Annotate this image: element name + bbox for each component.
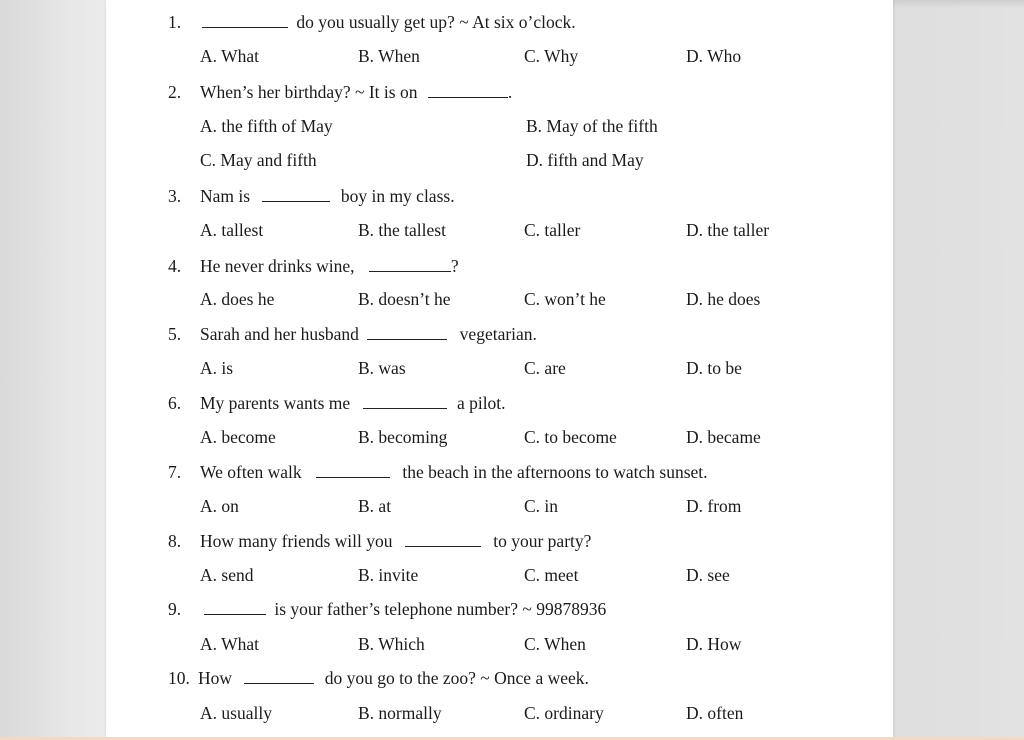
answer-blank — [244, 669, 314, 684]
option-d: D. became — [686, 427, 761, 447]
question-stem — [202, 12, 576, 32]
question-number: 10. — [168, 668, 190, 688]
stem-text: How — [198, 668, 233, 688]
answer-blank — [202, 13, 288, 28]
option-a: A. What — [200, 46, 259, 66]
question-stem — [200, 462, 708, 482]
option-a: A. send — [200, 565, 254, 585]
option-b: B. invite — [358, 565, 419, 585]
option-b: B. Which — [358, 634, 425, 654]
question-stem — [204, 599, 606, 619]
worksheet-page — [106, 0, 893, 737]
stem-text: do you usually get up? ~ At six o’clock. — [296, 12, 576, 32]
question-stem — [200, 186, 455, 206]
answer-blank — [316, 463, 390, 478]
option-c: C. are — [524, 358, 566, 378]
stem-text: boy in my class. — [340, 186, 455, 206]
option-b: B. normally — [358, 703, 442, 723]
stem-text: do you go to the zoo? ~ Once a week. — [324, 668, 589, 688]
question-number: 3. — [168, 186, 182, 206]
question-stem — [198, 668, 589, 688]
option-c: C. won’t he — [524, 289, 606, 309]
answer-blank — [367, 325, 447, 340]
option-b: B. was — [358, 358, 406, 378]
option-a: A. is — [200, 358, 234, 378]
stem-text: Nam is — [200, 186, 251, 206]
answer-blank — [204, 600, 266, 615]
answer-blank — [428, 83, 508, 98]
option-c: C. When — [524, 634, 586, 654]
question-stem — [200, 531, 591, 551]
stem-text: is your father’s telephone number? ~ 99878936 — [274, 599, 607, 619]
option-b: B. May of the fifth — [526, 116, 658, 136]
stem-text: Sarah and her husband — [200, 324, 359, 344]
option-d: D. How — [686, 634, 742, 654]
question-stem — [200, 82, 512, 102]
question-stem — [200, 393, 506, 413]
stem-text: a pilot. — [456, 393, 506, 413]
stem-text: . — [507, 82, 513, 102]
question-stem — [200, 256, 459, 276]
option-a: A. What — [200, 634, 259, 654]
option-b: B. doesn’t he — [358, 289, 451, 309]
stem-text: to your party? — [493, 531, 592, 551]
option-d: D. fifth and May — [526, 150, 644, 170]
question-number: 8. — [168, 531, 182, 551]
option-d: D. Who — [686, 46, 742, 66]
option-a: A. does he — [200, 289, 275, 309]
answer-blank — [405, 532, 481, 547]
question-number: 2. — [168, 82, 182, 102]
option-c: C. in — [524, 496, 559, 516]
option-d: D. see — [686, 565, 730, 585]
right-background — [893, 0, 1024, 740]
question-number: 7. — [168, 462, 182, 482]
stem-text: How many friends will you — [200, 531, 393, 551]
stem-text: the beach in the afternoons to watch sunset. — [402, 462, 708, 482]
stem-text: ? — [450, 256, 459, 276]
option-b: B. the tallest — [358, 220, 446, 240]
option-c: C. meet — [524, 565, 579, 585]
option-a: A. tallest — [200, 220, 264, 240]
option-d: D. the taller — [686, 220, 770, 240]
option-a: A. become — [200, 427, 276, 447]
question-number: 1. — [168, 12, 182, 32]
option-a: A. the fifth of May — [200, 116, 333, 136]
stem-text: He never drinks wine, — [200, 256, 355, 276]
option-c: C. May and fifth — [200, 150, 317, 170]
question-number: 5. — [168, 324, 182, 344]
question-number: 9. — [168, 599, 182, 619]
option-c: C. taller — [524, 220, 581, 240]
stem-text: My parents wants me — [200, 393, 351, 413]
option-d: D. he does — [686, 289, 761, 309]
option-b: B. becoming — [358, 427, 448, 447]
question-stem — [200, 324, 537, 344]
option-a: A. usually — [200, 703, 272, 723]
option-d: D. to be — [686, 358, 742, 378]
option-d: D. from — [686, 496, 742, 516]
option-b: B. at — [358, 496, 392, 516]
answer-blank — [369, 257, 451, 272]
option-d: D. often — [686, 703, 744, 723]
answer-blank — [363, 394, 447, 409]
option-a: A. on — [200, 496, 239, 516]
option-c: C. Why — [524, 46, 579, 66]
stem-text: When’s her birthday? ~ It is on — [200, 82, 418, 102]
option-b: B. When — [358, 46, 420, 66]
option-c: C. ordinary — [524, 703, 604, 723]
answer-blank — [262, 187, 330, 202]
option-c: C. to become — [524, 427, 617, 447]
question-number: 6. — [168, 393, 182, 413]
stem-text: vegetarian. — [459, 324, 537, 344]
left-background — [0, 0, 106, 740]
stem-text: We often walk — [200, 462, 302, 482]
question-number: 4. — [168, 256, 182, 276]
